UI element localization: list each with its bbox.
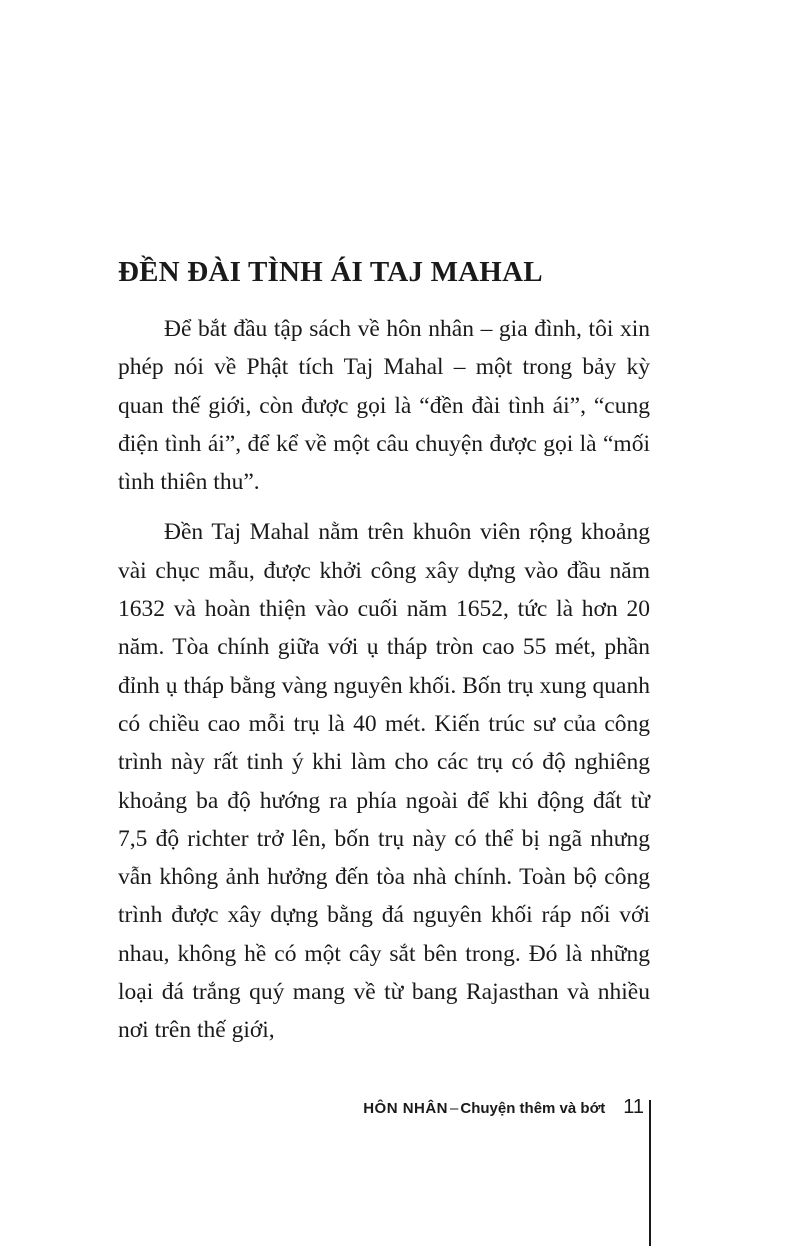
paragraph-1: Để bắt đầu tập sách về hôn nhân – gia đình, tôi xin phép nói về Phật tích Taj Mahal – một trong bảy kỳ quan thế giới, còn được gọi là “đền đài tình ái”, “cung điện tình ái”, để kể về một câu chuyện được gọi là “mối tình thiên thu”.: [118, 316, 650, 496]
paragraph-2: Đền Taj Mahal nằm trên khuôn viên rộng khoảng vài chục mẫu, được khởi công xây dựng vào đầu năm 1632 và hoàn thiện vào cuối năm 1652, tức là hơn 20 năm. Tòa chính giữa với ụ tháp tròn cao 55 mét, phần đỉnh ụ tháp bằng vàng nguyên khối. Bốn trụ xung quanh có chiều cao mỗi trụ là 40 mét. Kiến trúc sư của công trình này rất tinh ý khi làm cho các trụ có độ nghiêng khoảng ba độ hướng ra phía ngoài để khi động đất từ 7,5 độ richter trở lên, bốn trụ này có thể bị ngã nhưng vẫn không ảnh hưởng đến tòa nhà chính. Toàn bộ công trình được xây dựng bằng đá nguyên khối ráp nối với nhau, không hề có một cây sắt bên trong. Đó là những loại đá trắng quý mang về từ bang Rajasthan và nhiều nơi trên thế giới,: [118, 519, 650, 1044]
page-number: 11: [623, 1096, 644, 1118]
footer-vertical-rule: [649, 1100, 651, 1246]
page-footer: [300, 1096, 644, 1126]
body-text: [118, 310, 650, 1062]
footer-book-title: HÔN NHÂN: [363, 1100, 449, 1117]
chapter-title: ĐỀN ĐÀI TÌNH ÁI TAJ MAHAL: [118, 256, 543, 288]
footer-separator: –: [450, 1100, 459, 1117]
running-header: [363, 1100, 605, 1117]
footer-subtitle: Chuyện thêm và bớt: [460, 1100, 606, 1117]
